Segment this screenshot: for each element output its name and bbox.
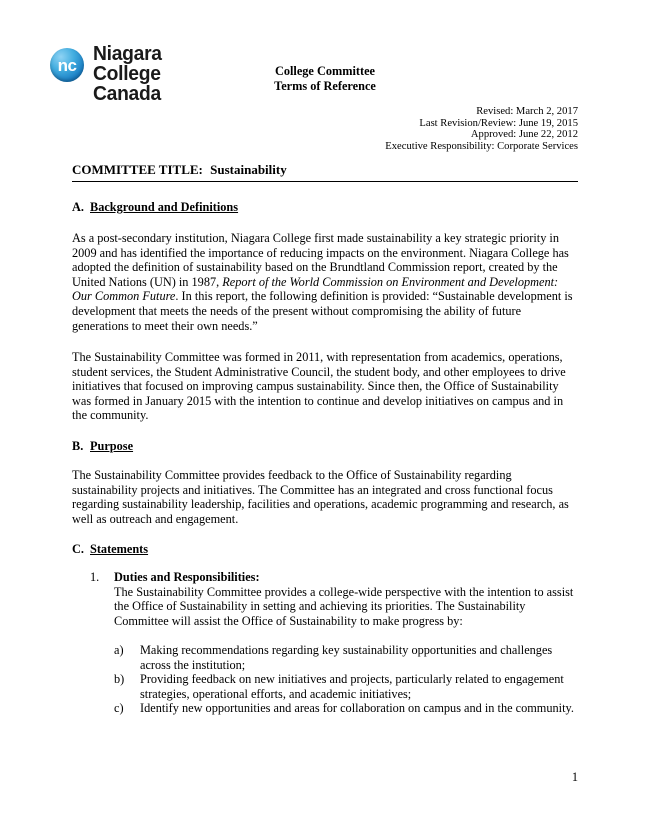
revised-date: Revised: March 2, 2017 xyxy=(476,106,578,117)
list-item xyxy=(114,643,578,672)
sub-item-marker-a: a) xyxy=(114,643,124,657)
section-b-paragraph-1: The Sustainability Committee provides feedback to the Office of Sustainability regarding sustainability projects and initiatives. The Committee has an integrated and cross functional focus regarding sustainability leadership, facilities and operations, academic programming and research, as well as outreach and engagement. xyxy=(72,468,569,526)
title-divider xyxy=(72,181,578,182)
committee-title-label: COMMITTEE TITLE: xyxy=(72,162,203,177)
numbered-item-1 xyxy=(90,570,578,628)
sub-item-marker-c: c) xyxy=(114,701,124,716)
paragraph-a1-text-after-title: . In this report, the following definition is provided: “Sustainable development is development that meets the needs of the present without compromising the ability of future generations to meet their own needs.” xyxy=(72,289,573,333)
logo-word-line-3: Canada xyxy=(93,82,161,105)
committee-title-value: Sustainability xyxy=(210,162,287,177)
section-letter-a: A. xyxy=(72,200,84,214)
numbered-item-1-body xyxy=(114,570,578,628)
header-line-terms-of-reference: Terms of Reference xyxy=(274,79,376,93)
section-heading-a xyxy=(72,200,578,215)
list-item xyxy=(114,672,578,701)
section-letter-c: C. xyxy=(72,542,84,556)
approved-date: Approved: June 22, 2012 xyxy=(470,129,578,141)
list-item xyxy=(114,701,578,716)
numbered-item-1-marker: 1. xyxy=(90,570,100,584)
section-a-paragraph-1 xyxy=(72,231,578,333)
revision-metadata-block xyxy=(72,106,578,152)
lettered-sub-list xyxy=(114,643,578,716)
nc-monogram-text: nc xyxy=(57,55,77,75)
numbered-item-1-text: The Sustainability Committee provides a college-wide perspective with the intention to assist the Office of Sustainability in setting and achieving its priorities. The Sustainability Committee will assist the Office of Sustainability to make progress by: xyxy=(114,584,574,628)
sub-item-text-c: Identify new opportunities and areas for collaboration on campus and in the community. xyxy=(140,701,574,716)
paragraph-a1-text-before-title: As a post-secondary institution, Niagara College first made sustainability a key strategic priority in 2009 and has identified the importance of reducing impacts on the environment. Niagara College has adopted the definition of sustainability based on the Brundtland Commission report, created by the United Nations (UN) in 1987, xyxy=(72,231,569,289)
executive-responsibility: Executive Responsibility: Corporate Services xyxy=(385,140,578,152)
sub-item-text-b: Providing feedback on new initiatives and projects, particularly related to engagement strategies, operational efforts, and academic initiatives; xyxy=(140,672,564,701)
logo-word-line-1: Niagara xyxy=(93,42,162,65)
page-number: 1 xyxy=(571,770,578,784)
section-heading-c xyxy=(72,542,578,557)
section-heading-b xyxy=(72,439,578,454)
logo-word-line-2: College xyxy=(93,62,161,85)
section-name-c: Statements xyxy=(90,542,149,556)
last-revision-date: Last Revision/Review: June 19, 2015 xyxy=(419,117,578,129)
committee-title-line xyxy=(72,162,578,178)
section-name-b: Purpose xyxy=(90,439,134,453)
header-line-college-committee: College Committee xyxy=(274,64,376,78)
sub-item-text-a: Making recommendations regarding key sustainability opportunities and challenges across the institution; xyxy=(140,643,553,672)
document-header-title xyxy=(72,64,578,94)
section-name-a: Background and Definitions xyxy=(90,200,239,214)
section-letter-b: B. xyxy=(72,439,84,453)
report-title-italic: Report of the World Commission on Environment and Development: Our Common Future xyxy=(72,274,559,304)
sub-item-marker-b: b) xyxy=(114,672,125,687)
numbered-item-1-heading: Duties and Responsibilities: xyxy=(114,570,260,584)
section-a-paragraph-2: The Sustainability Committee was formed in 2011, with representation from academics, operations, student services, the Student Administrative Council, the student body, and other employees to drive initiatives that focused on improving campus sustainability. Since then, the Office of Sustainability was formed in January 2015 with the intention to continue and develop initiatives on campus and in the community. xyxy=(72,350,566,423)
